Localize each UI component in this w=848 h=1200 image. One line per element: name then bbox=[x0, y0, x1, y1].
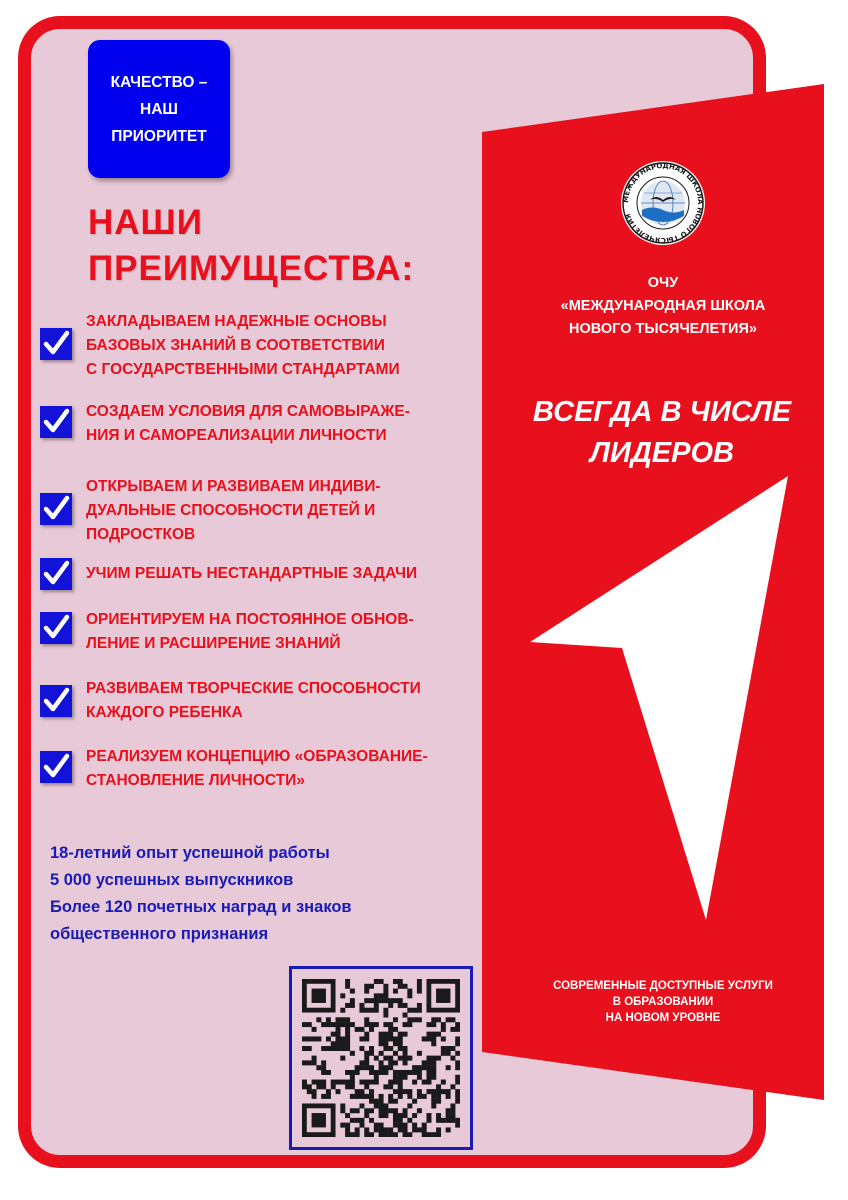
checkbox-checked-icon bbox=[40, 493, 72, 525]
org-line: «МЕЖДУНАРОДНАЯ ШКОЛА bbox=[560, 298, 766, 314]
checkbox-checked-icon bbox=[40, 685, 72, 717]
qr-code-icon[interactable] bbox=[289, 966, 473, 1150]
checkbox-checked-icon bbox=[40, 328, 72, 360]
fact-line: общественного признания bbox=[50, 925, 269, 943]
advantage-line: ОРИЕНТИРУЕМ НА ПОСТОЯННОЕ ОБНОВ- bbox=[86, 611, 414, 628]
fact-line: 18-летний опыт успешной работы bbox=[50, 844, 330, 862]
logo-text: МЕЖДУНАРОДНАЯ ШКОЛА НОВОГО ТЫСЯЧЕЛЕТИЯ bbox=[621, 161, 705, 245]
fact-line: Более 120 почетных наград и знаков bbox=[50, 898, 352, 916]
heading-line-2: ПРЕИМУЩЕСТВА: bbox=[88, 249, 415, 288]
checkbox-checked-icon bbox=[40, 558, 72, 590]
advantage-line: ЗАКЛАДЫВАЕМ НАДЕЖНЫЕ ОСНОВЫ bbox=[86, 313, 387, 330]
services-line: СОВРЕМЕННЫЕ ДОСТУПНЫЕ УСЛУГИ bbox=[553, 980, 773, 992]
advantage-line: БАЗОВЫХ ЗНАНИЙ В СООТВЕТСТВИИ bbox=[86, 337, 385, 354]
advantage-line: ПОДРОСТКОВ bbox=[86, 526, 196, 543]
qr-code-pattern bbox=[302, 979, 460, 1137]
fact-line: 5 000 успешных выпускников bbox=[50, 871, 294, 889]
advantage-line: СТАНОВЛЕНИЕ ЛИЧНОСТИ» bbox=[86, 772, 305, 789]
org-line: ОЧУ bbox=[647, 275, 679, 291]
checkbox-checked-icon bbox=[40, 406, 72, 438]
advantage-line: ОТКРЫВАЕМ И РАЗВИВАЕМ ИНДИВИ- bbox=[86, 478, 381, 495]
organization-name bbox=[520, 272, 806, 341]
advantage-text bbox=[86, 745, 486, 793]
achievements-block bbox=[50, 840, 352, 948]
badge-line-1: КАЧЕСТВО – bbox=[110, 73, 208, 91]
services-tagline bbox=[510, 978, 816, 1026]
badge-line-3: ПРИОРИТЕТ bbox=[111, 127, 207, 145]
advantages-heading bbox=[88, 200, 414, 292]
checkbox-checked-icon bbox=[40, 612, 72, 644]
services-line: НА НОВОМ УРОВНЕ bbox=[605, 1012, 721, 1024]
advantage-line: КАЖДОГО РЕБЕНКА bbox=[86, 704, 243, 721]
heading-line-1: НАШИ bbox=[88, 203, 203, 242]
advantage-text bbox=[86, 677, 486, 725]
slogan-line: ЛИДЕРОВ bbox=[590, 437, 734, 469]
checkbox-checked-icon bbox=[40, 751, 72, 783]
advantage-line: НИЯ И САМОРЕАЛИЗАЦИИ ЛИЧНОСТИ bbox=[86, 427, 387, 444]
advantage-line: РЕАЛИЗУЕМ КОНЦЕПЦИЮ «ОБРАЗОВАНИЕ- bbox=[86, 748, 428, 765]
school-emblem-icon bbox=[614, 160, 712, 246]
advantage-line: ЛЕНИЕ И РАСШИРЕНИЕ ЗНАНИЙ bbox=[86, 635, 341, 652]
org-line: НОВОГО ТЫСЯЧЕЛЕТИЯ» bbox=[569, 321, 757, 337]
slogan-line: ВСЕГДА В ЧИСЛЕ bbox=[532, 396, 792, 428]
slogan bbox=[500, 392, 824, 474]
badge-line-2: НАШ bbox=[140, 100, 178, 118]
advantage-text bbox=[86, 400, 486, 448]
services-line: В ОБРАЗОВАНИИ bbox=[612, 996, 714, 1008]
quality-badge bbox=[88, 40, 230, 178]
advantage-text bbox=[86, 310, 486, 382]
advantage-text bbox=[86, 608, 486, 656]
advantage-line: РАЗВИВАЕМ ТВОРЧЕСКИЕ СПОСОБНОСТИ bbox=[86, 680, 421, 697]
advantage-text bbox=[86, 475, 486, 547]
advantage-line: С ГОСУДАРСТВЕННЫМИ СТАНДАРТАМИ bbox=[86, 361, 400, 378]
advantage-line: УЧИМ РЕШАТЬ НЕСТАНДАРТНЫЕ ЗАДАЧИ bbox=[86, 565, 418, 582]
advantage-text bbox=[86, 562, 486, 586]
advantage-line: СОЗДАЕМ УСЛОВИЯ ДЛЯ САМОВЫРАЖЕ- bbox=[86, 403, 410, 420]
advantage-line: ДУАЛЬНЫЕ СПОСОБНОСТИ ДЕТЕЙ И bbox=[86, 502, 376, 519]
